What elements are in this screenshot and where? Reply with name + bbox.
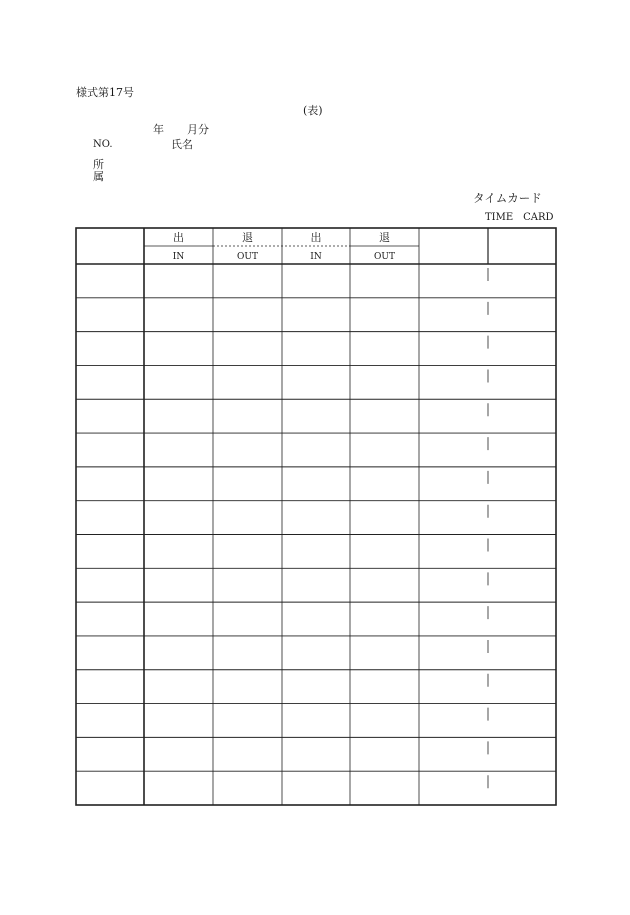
side-label: (表): [303, 104, 323, 117]
header-en-1: IN: [172, 252, 185, 262]
department-label-char-2: 属: [93, 170, 104, 183]
card-title-en: TIME CARD: [485, 212, 554, 223]
month-label: 月分: [187, 123, 209, 136]
header-en-2: OUT: [237, 252, 258, 262]
header-en-4: OUT: [374, 252, 395, 262]
header-en-3: IN: [310, 252, 322, 262]
department-label-char-1: 所: [93, 158, 104, 171]
table-frame: [76, 228, 556, 805]
header-jp-2: 退: [242, 231, 253, 244]
no-label: NO.: [93, 139, 113, 150]
header-jp-1: 出: [173, 231, 184, 244]
name-label: 氏名: [171, 138, 193, 151]
year-label: 年: [153, 123, 164, 136]
header-jp-3: 出: [310, 231, 322, 244]
form-number: 様式第17号: [76, 86, 134, 99]
card-title: タイムカード: [473, 191, 542, 205]
header-jp-4: 退: [379, 231, 390, 244]
